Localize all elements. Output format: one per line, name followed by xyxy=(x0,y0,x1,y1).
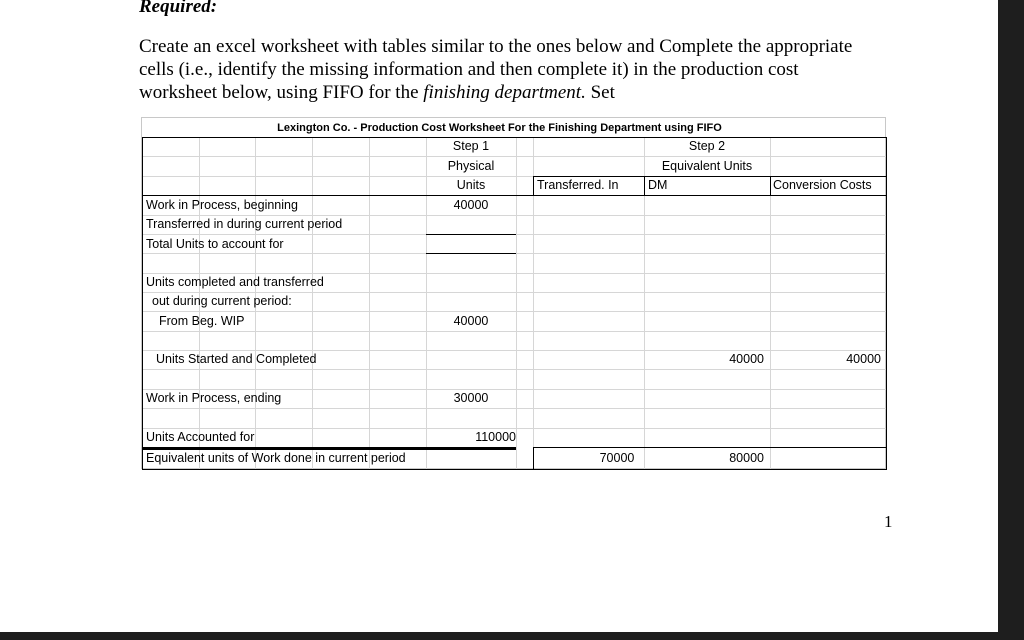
header-step2: Step 2 xyxy=(688,139,726,153)
equivalent-row-top xyxy=(533,447,887,448)
started-completed-dm: 40000 xyxy=(729,352,764,366)
row-label-equivalent-units-done: Equivalent units of Work done in current period xyxy=(146,451,406,465)
row-label-from-beg-wip: From Beg. WIP xyxy=(159,314,245,328)
header-units: Units xyxy=(456,178,486,192)
header-conversion-costs: Conversion Costs xyxy=(773,178,872,192)
worksheet-title: Lexington Co. - Production Cost Worksheet For the Finishing Department using FIFO xyxy=(277,122,722,134)
header-step1: Step 1 xyxy=(452,139,490,153)
instructions-line-1: Create an excel worksheet with tables similar to the ones below and Complete the appropriate xyxy=(139,36,853,57)
grid-line xyxy=(142,331,887,332)
instructions-paragraph xyxy=(139,35,899,104)
border-left xyxy=(142,137,143,470)
header-equivalent-units: Equivalent Units xyxy=(661,159,753,173)
from-beg-wip-units: 40000 xyxy=(453,314,489,328)
instructions-line-2: cells (i.e., identify the missing information and then complete it) in the production cost xyxy=(139,59,799,80)
wip-beginning-units: 40000 xyxy=(453,198,489,212)
row-label-started-completed: Units Started and Completed xyxy=(156,352,317,366)
grid-line xyxy=(516,137,517,470)
total-underline xyxy=(426,234,516,235)
grid-line xyxy=(142,369,887,370)
instructions-line-3 xyxy=(139,81,899,104)
row-label-wip-beginning: Work in Process, beginning xyxy=(146,198,298,212)
production-cost-worksheet xyxy=(141,117,886,469)
row-label-wip-ending: Work in Process, ending xyxy=(146,391,282,405)
border-transferred-left xyxy=(533,176,534,196)
started-completed-conversion: 40000 xyxy=(846,352,881,366)
header-physical: Physical xyxy=(447,159,495,173)
units-accounted-total: 110000 xyxy=(475,430,516,444)
row-label-total-units: Total Units to account for xyxy=(146,237,284,251)
grid-line xyxy=(142,408,887,409)
row-label-transferred-in: Transferred in during current period xyxy=(146,217,343,231)
instructions-line-3-italic: finishing department. xyxy=(423,82,586,103)
grid-line xyxy=(369,137,370,470)
equivalent-transferred-in: 70000 xyxy=(599,451,635,465)
instructions-line-3-prefix: worksheet below, using FIFO for the xyxy=(139,82,424,103)
total-underline-2 xyxy=(426,253,516,254)
border-dm-left xyxy=(644,176,645,196)
border-conversion-left xyxy=(770,176,771,196)
equivalent-row-left xyxy=(533,447,534,470)
wip-ending-units: 30000 xyxy=(453,391,489,405)
row-label-completed-2: out during current period: xyxy=(152,294,292,308)
row-label-completed-1: Units completed and transferred xyxy=(146,275,324,289)
header-dm: DM xyxy=(648,178,668,192)
border-right xyxy=(886,137,887,470)
row-label-units-accounted: Units Accounted for xyxy=(146,430,255,444)
header-transferred-in: Transferred. In xyxy=(537,178,619,192)
instructions-line-3-suffix: Set xyxy=(585,82,615,103)
page-number: 1 xyxy=(884,512,893,531)
equivalent-dm: 80000 xyxy=(729,451,764,465)
required-heading: Required: xyxy=(139,0,218,17)
border-bottom xyxy=(142,469,887,470)
grid-line xyxy=(312,137,313,470)
